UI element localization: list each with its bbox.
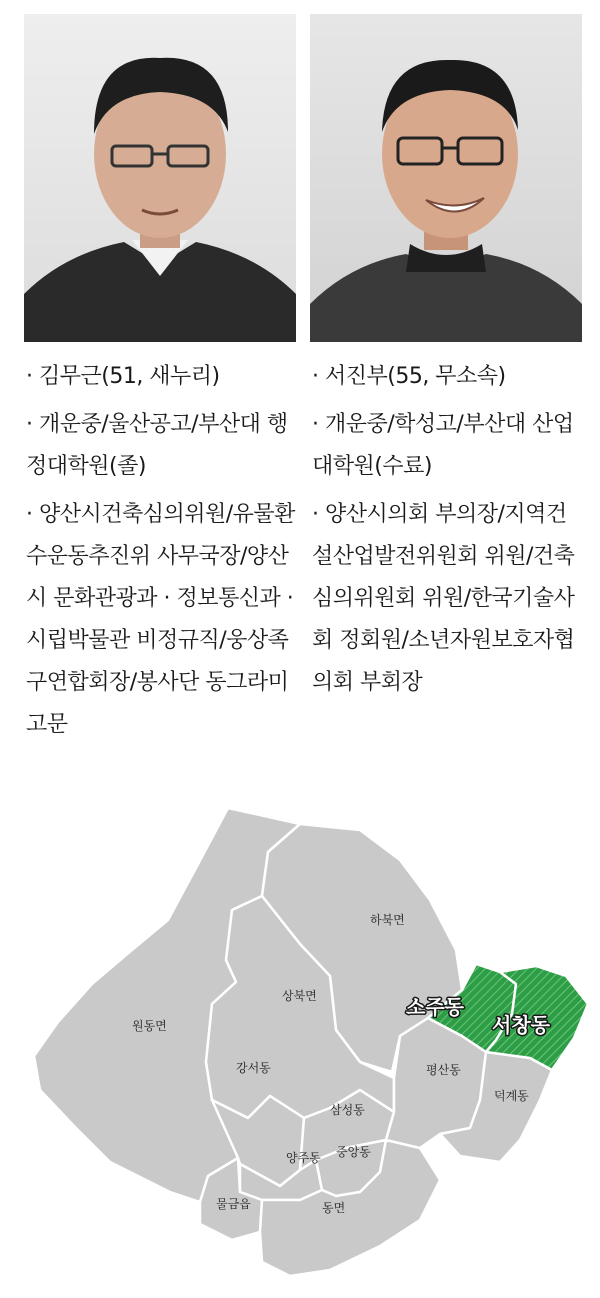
candidate-bio-kim — [26, 356, 298, 752]
bio-line: · 서진부(55, 무소속) — [312, 364, 506, 389]
map-label-wondong: 원동면 — [132, 1019, 167, 1033]
bio-line: · 김무근(51, 새누리) — [26, 364, 220, 389]
map-label-soju: 소주동 — [406, 995, 464, 1019]
bio-line: · 양산시의회 부의장/지역건설산업발전위원회 위원/건축심의위원회 위원/한국기술사회 정회원/소년자원보호자협의회 부회장 — [312, 502, 575, 695]
portrait-illustration — [310, 14, 582, 342]
map-label-jungang: 중앙동 — [336, 1145, 371, 1159]
map-label-gangseo: 강서동 — [236, 1061, 271, 1075]
map-label-mulgeum: 물금읍 — [216, 1197, 251, 1211]
candidate-photo-seo — [310, 14, 582, 342]
map-label-habuk: 하북면 — [370, 913, 405, 927]
candidate-bio-seo — [312, 356, 584, 710]
map-label-dong: 동면 — [322, 1201, 346, 1215]
bio-line: · 개운중/학성고/부산대 산업대학원(수료) — [312, 412, 574, 479]
map-label-yangju: 양주동 — [286, 1151, 321, 1165]
yangsan-map-svg — [0, 800, 600, 1294]
candidate-photo-kim — [24, 14, 296, 342]
map-label-seochang: 서창동 — [492, 1013, 550, 1037]
district-map — [0, 800, 600, 1294]
portrait-illustration — [24, 14, 296, 342]
bio-line: · 개운중/울산공고/부산대 행정대학원(졸) — [26, 412, 288, 479]
map-label-pyeongsan: 평산동 — [426, 1063, 461, 1077]
map-label-samseong: 삼성동 — [330, 1103, 365, 1117]
bio-line: · 양산시건축심의위원/유물환수운동추진위 사무국장/양산시 문화관광과 · 정보통신과 · 시립박물관 비정규직/웅상족구연합회장/봉사단 동그라미 고문 — [26, 502, 295, 737]
map-label-sangbuk: 상북면 — [282, 989, 317, 1003]
map-label-deokgye: 덕계동 — [494, 1089, 529, 1103]
